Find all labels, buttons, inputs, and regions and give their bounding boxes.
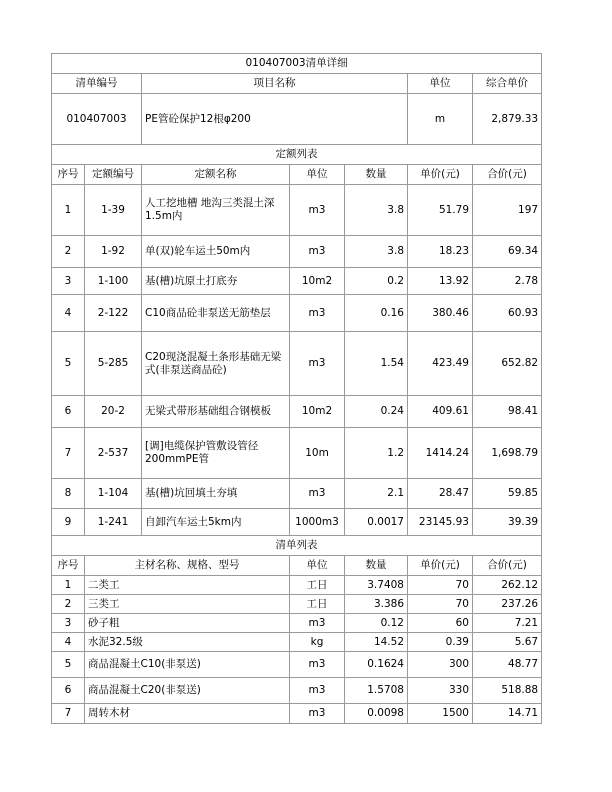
quota-quantity: 0.2	[345, 268, 408, 295]
material-total: 237.26	[473, 595, 542, 614]
quota-quantity: 1.2	[345, 428, 408, 479]
material-name: 水泥32.5级	[85, 633, 290, 652]
quota-name: [调]电缆保护管敷设管径200mmPE管	[142, 428, 290, 479]
material-row	[52, 704, 542, 724]
quota-unit: m3	[290, 332, 345, 396]
bill-table-body	[52, 54, 542, 724]
bill-name: PE管砼保护12根φ200	[142, 94, 408, 145]
quota-unit: 10m	[290, 428, 345, 479]
material-unit: 工日	[290, 595, 345, 614]
bill-code: 010407003	[52, 94, 142, 145]
bill-code-header: 清单编号	[52, 74, 142, 94]
material-index: 3	[52, 614, 85, 633]
material-name: 三类工	[85, 595, 290, 614]
quota-unit-price: 13.92	[408, 268, 473, 295]
quota-index: 4	[52, 295, 85, 332]
material-index: 7	[52, 704, 85, 724]
materials-col-header: 合价(元)	[473, 556, 542, 576]
material-total: 518.88	[473, 678, 542, 704]
material-index: 5	[52, 652, 85, 678]
materials-col-header: 数量	[345, 556, 408, 576]
quota-name: C10商品砼非泵送无筋垫层	[142, 295, 290, 332]
quota-unit: m3	[290, 479, 345, 509]
material-quantity: 3.386	[345, 595, 408, 614]
material-unit-price: 60	[408, 614, 473, 633]
material-name: 砂子粗	[85, 614, 290, 633]
material-unit-price: 300	[408, 652, 473, 678]
quota-code: 2-122	[85, 295, 142, 332]
material-row	[52, 614, 542, 633]
material-quantity: 0.0098	[345, 704, 408, 724]
material-unit-price: 1500	[408, 704, 473, 724]
quota-code: 5-285	[85, 332, 142, 396]
quota-unit: m3	[290, 185, 345, 236]
quota-name: 人工挖地槽 地沟三类混土深1.5m内	[142, 185, 290, 236]
material-quantity: 0.1624	[345, 652, 408, 678]
quota-unit-price: 423.49	[408, 332, 473, 396]
quota-unit-price: 380.46	[408, 295, 473, 332]
material-name: 商品混凝土C10(非泵送)	[85, 652, 290, 678]
material-unit: m3	[290, 614, 345, 633]
quota-col-header: 数量	[345, 165, 408, 185]
quota-code: 1-100	[85, 268, 142, 295]
quota-total: 197	[473, 185, 542, 236]
quota-section-title: 定额列表	[52, 145, 542, 165]
materials-section-row	[52, 536, 542, 556]
quota-header-row	[52, 165, 542, 185]
quota-unit-price: 409.61	[408, 396, 473, 428]
material-quantity: 14.52	[345, 633, 408, 652]
quota-row	[52, 332, 542, 396]
material-unit: kg	[290, 633, 345, 652]
material-name: 周转木材	[85, 704, 290, 724]
material-row	[52, 576, 542, 595]
quota-col-header: 单价(元)	[408, 165, 473, 185]
material-quantity: 1.5708	[345, 678, 408, 704]
quota-name: C20现浇混凝土条形基础无梁式(非泵送商品砼)	[142, 332, 290, 396]
material-unit: m3	[290, 678, 345, 704]
quota-unit: m3	[290, 295, 345, 332]
quota-unit: 10m2	[290, 268, 345, 295]
bill-unit-header: 单位	[408, 74, 473, 94]
quota-name: 单(双)轮车运土50m内	[142, 236, 290, 268]
material-unit: 工日	[290, 576, 345, 595]
quota-unit-price: 51.79	[408, 185, 473, 236]
quota-unit: 10m2	[290, 396, 345, 428]
bill-unit: m	[408, 94, 473, 145]
quota-name: 基(槽)坑原土打底夯	[142, 268, 290, 295]
quota-row	[52, 396, 542, 428]
materials-section-title: 清单列表	[52, 536, 542, 556]
bill-header-row	[52, 74, 542, 94]
quota-total: 98.41	[473, 396, 542, 428]
material-total: 5.67	[473, 633, 542, 652]
quota-col-header: 合价(元)	[473, 165, 542, 185]
quota-row	[52, 185, 542, 236]
material-total: 14.71	[473, 704, 542, 724]
bill-table	[51, 53, 542, 724]
material-unit: m3	[290, 704, 345, 724]
quota-quantity: 3.8	[345, 185, 408, 236]
quota-col-header: 定额编号	[85, 165, 142, 185]
quota-unit-price: 1414.24	[408, 428, 473, 479]
quota-name: 无梁式带形基础组合钢模板	[142, 396, 290, 428]
material-row	[52, 652, 542, 678]
bill-price-header: 综合单价	[473, 74, 542, 94]
quota-quantity: 2.1	[345, 479, 408, 509]
material-unit: m3	[290, 652, 345, 678]
material-quantity: 0.12	[345, 614, 408, 633]
quota-quantity: 0.24	[345, 396, 408, 428]
quota-code: 1-39	[85, 185, 142, 236]
material-row	[52, 678, 542, 704]
materials-header-row	[52, 556, 542, 576]
bill-detail-sheet	[51, 53, 541, 724]
quota-index: 2	[52, 236, 85, 268]
quota-unit-price: 18.23	[408, 236, 473, 268]
material-name: 商品混凝土C20(非泵送)	[85, 678, 290, 704]
title-row	[52, 54, 542, 74]
material-name: 二类工	[85, 576, 290, 595]
quota-col-header: 序号	[52, 165, 85, 185]
quota-col-header: 定额名称	[142, 165, 290, 185]
material-total: 7.21	[473, 614, 542, 633]
quota-row	[52, 428, 542, 479]
quota-code: 1-241	[85, 509, 142, 536]
quota-total: 652.82	[473, 332, 542, 396]
quota-index: 1	[52, 185, 85, 236]
quota-quantity: 1.54	[345, 332, 408, 396]
quota-unit: m3	[290, 236, 345, 268]
quota-index: 9	[52, 509, 85, 536]
material-total: 48.77	[473, 652, 542, 678]
quota-col-header: 单位	[290, 165, 345, 185]
material-index: 1	[52, 576, 85, 595]
materials-col-header: 主材名称、规格、型号	[85, 556, 290, 576]
quota-total: 39.39	[473, 509, 542, 536]
quota-code: 1-92	[85, 236, 142, 268]
quota-total: 59.85	[473, 479, 542, 509]
quota-code: 20-2	[85, 396, 142, 428]
material-unit-price: 70	[408, 595, 473, 614]
quota-total: 60.93	[473, 295, 542, 332]
page-title: 010407003清单详细	[52, 54, 542, 74]
materials-col-header: 单位	[290, 556, 345, 576]
quota-name: 基(槽)坑回填土夯填	[142, 479, 290, 509]
material-total: 262.12	[473, 576, 542, 595]
quota-index: 7	[52, 428, 85, 479]
quota-total: 69.34	[473, 236, 542, 268]
bill-row	[52, 94, 542, 145]
quota-section-row	[52, 145, 542, 165]
quota-unit-price: 23145.93	[408, 509, 473, 536]
quota-quantity: 3.8	[345, 236, 408, 268]
quota-row	[52, 268, 542, 295]
quota-index: 3	[52, 268, 85, 295]
quota-row	[52, 236, 542, 268]
quota-index: 6	[52, 396, 85, 428]
materials-col-header: 单价(元)	[408, 556, 473, 576]
quota-code: 1-104	[85, 479, 142, 509]
material-unit-price: 0.39	[408, 633, 473, 652]
quota-quantity: 0.0017	[345, 509, 408, 536]
quota-name: 自卸汽车运土5km内	[142, 509, 290, 536]
materials-col-header: 序号	[52, 556, 85, 576]
quota-row	[52, 509, 542, 536]
quota-row	[52, 295, 542, 332]
material-quantity: 3.7408	[345, 576, 408, 595]
material-index: 4	[52, 633, 85, 652]
quota-code: 2-537	[85, 428, 142, 479]
material-unit-price: 330	[408, 678, 473, 704]
quota-row	[52, 479, 542, 509]
material-index: 6	[52, 678, 85, 704]
material-unit-price: 70	[408, 576, 473, 595]
quota-unit-price: 28.47	[408, 479, 473, 509]
quota-total: 1,698.79	[473, 428, 542, 479]
quota-total: 2.78	[473, 268, 542, 295]
quota-quantity: 0.16	[345, 295, 408, 332]
material-row	[52, 595, 542, 614]
bill-name-header: 项目名称	[142, 74, 408, 94]
material-row	[52, 633, 542, 652]
quota-index: 5	[52, 332, 85, 396]
quota-unit: 1000m3	[290, 509, 345, 536]
material-index: 2	[52, 595, 85, 614]
quota-index: 8	[52, 479, 85, 509]
bill-price: 2,879.33	[473, 94, 542, 145]
